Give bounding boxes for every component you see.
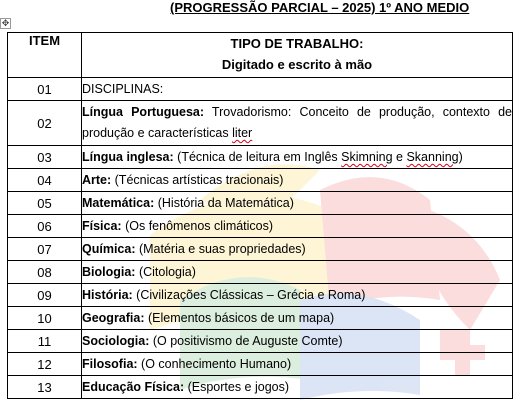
item-number: 10 — [8, 307, 82, 330]
table-row — [8, 101, 513, 146]
item-number: 07 — [8, 238, 82, 261]
subject-name: Física: — [82, 219, 122, 233]
subject-topic: (O positivismo de Auguste Comte) — [149, 334, 343, 348]
subject-name: Química: — [82, 242, 136, 256]
document-title: (PROGRESSÃO PARCIAL – 2025) 1º ANO MEDIO — [170, 0, 470, 15]
table-row — [8, 78, 513, 101]
subject-topic: (Técnica de leitura em Inglês — [173, 150, 342, 164]
table-row — [8, 169, 513, 192]
item-description — [82, 101, 513, 146]
table-row — [8, 146, 513, 169]
item-description — [82, 330, 513, 353]
item-number: 03 — [8, 146, 82, 169]
subject-name: Filosofia: — [82, 357, 138, 371]
item-description — [82, 146, 513, 169]
subject-topic: (Elementos básicos de um mapa) — [144, 311, 335, 325]
item-number: 05 — [8, 192, 82, 215]
item-description — [82, 238, 513, 261]
item-number: 09 — [8, 284, 82, 307]
item-description — [82, 307, 513, 330]
subject-name: Língua inglesa: — [82, 150, 174, 164]
subject-name: Arte: — [82, 173, 112, 187]
subject-topic: (O conhecimento Humano) — [137, 357, 292, 371]
item-number: 11 — [8, 330, 82, 353]
header-item: ITEM — [8, 33, 82, 78]
table-row — [8, 330, 513, 353]
header-work-type — [82, 33, 513, 78]
item-description — [82, 376, 513, 399]
subject-topic: (Matéria e suas propriedades) — [135, 242, 306, 256]
item-number: 13 — [8, 376, 82, 399]
misspelled-word: liter — [232, 126, 253, 140]
item-description: DISCIPLINAS: — [82, 78, 513, 101]
subject-topic: (Técnicas artísticas tracionais) — [111, 173, 284, 187]
table-header-row — [8, 33, 513, 78]
subject-topic: (Civilizações Clássicas – Grécia e Roma) — [132, 288, 366, 302]
subject-name: Geografia: — [82, 311, 145, 325]
subject-topic-connector: e — [392, 150, 407, 164]
item-number: 06 — [8, 215, 82, 238]
subject-name: Sociologia: — [82, 334, 150, 348]
item-description — [82, 169, 513, 192]
subject-name: Matemática: — [82, 196, 155, 210]
table-row — [8, 238, 513, 261]
subject-name: História: — [82, 288, 133, 302]
item-number: 12 — [8, 353, 82, 376]
misspelled-word: Skimning — [341, 150, 393, 164]
subject-topic: (História da Matemática) — [154, 196, 294, 210]
item-number: 04 — [8, 169, 82, 192]
move-handle-icon[interactable]: ✥ — [1, 18, 10, 28]
item-description — [82, 215, 513, 238]
subject-topic: (Citologia) — [135, 265, 196, 279]
subject-topic: (Esportes e jogos) — [184, 380, 290, 394]
item-number: 02 — [8, 101, 82, 146]
table-row — [8, 215, 513, 238]
header-work-type-title: TIPO DE TRABALHO: — [230, 36, 364, 51]
table-row — [8, 261, 513, 284]
subject-name: Língua Portuguesa: — [82, 105, 205, 119]
table-row — [8, 192, 513, 215]
subject-topic: (Os fenômenos climáticos) — [121, 219, 274, 233]
subject-topic-end: ) — [458, 150, 463, 164]
table-row — [8, 353, 513, 376]
table-row — [8, 307, 513, 330]
item-description — [82, 284, 513, 307]
item-description — [82, 192, 513, 215]
subject-name: Biologia: — [82, 265, 136, 279]
subject-topic: Trovadorismo: Conceito de produção, contexto de produção e características — [82, 105, 512, 140]
misspelled-word: Skanning — [406, 150, 459, 164]
item-number: 08 — [8, 261, 82, 284]
subject-name: Educação Física: — [82, 380, 185, 394]
item-description — [82, 353, 513, 376]
item-description — [82, 261, 513, 284]
item-number: 01 — [8, 78, 82, 101]
assignment-table — [7, 32, 513, 399]
table-row — [8, 284, 513, 307]
table-row — [8, 376, 513, 399]
header-work-type-subtitle: Digitado e escrito à mão — [221, 57, 373, 72]
